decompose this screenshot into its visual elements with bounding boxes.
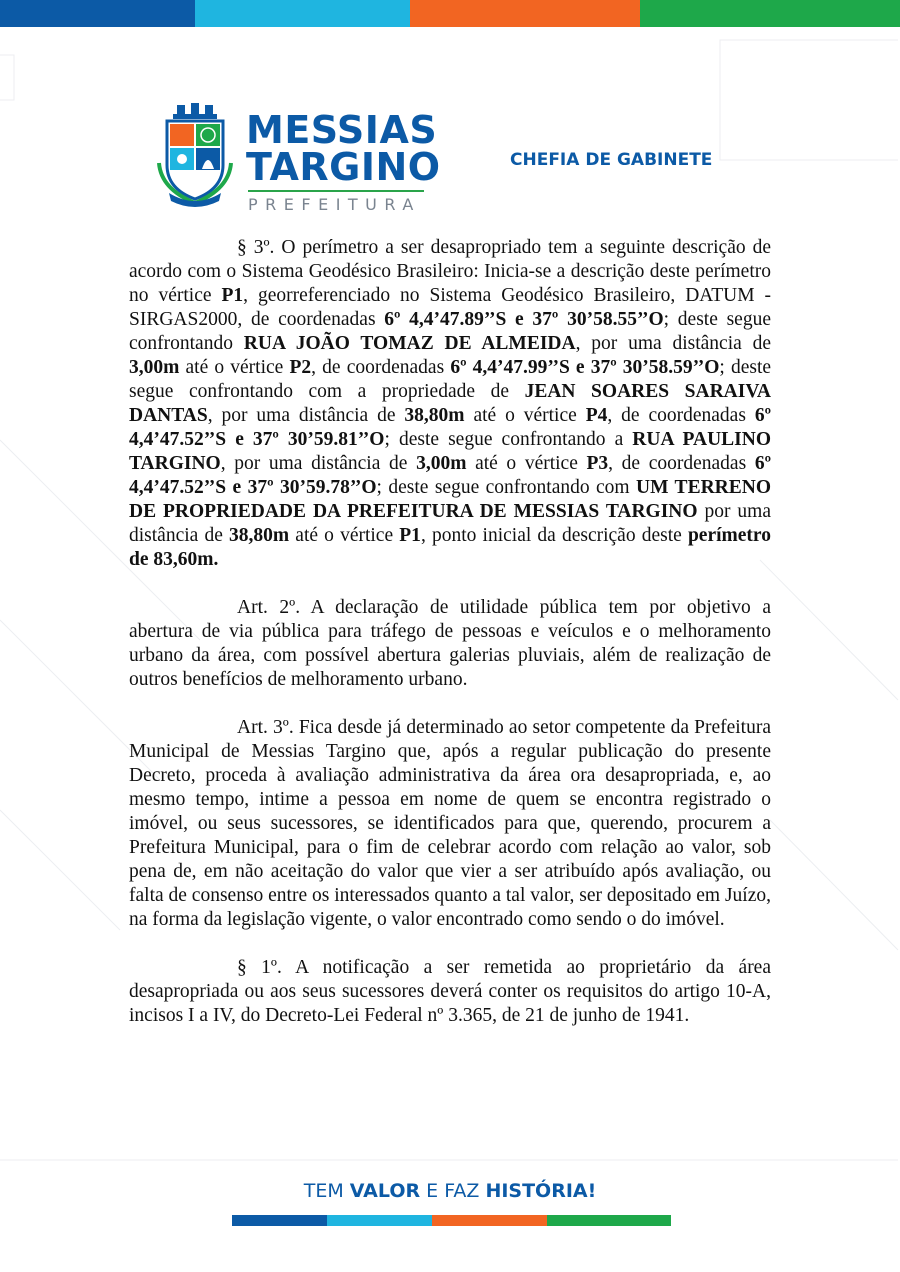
bold-segment: P1	[399, 525, 421, 546]
slogan-bold-part: HISTÓRIA!	[485, 1180, 597, 1202]
brand-line-prefeitura: PREFEITURA	[248, 195, 421, 214]
text-segment: , por uma distância de	[575, 333, 771, 354]
bold-segment: UM TERRENO DE PROPRIEDADE DA PREFEITURA DE MESSIAS TARGINO	[129, 477, 771, 522]
bold-segment: P2	[289, 357, 312, 378]
brand-wordmark	[246, 108, 441, 214]
brand-line-messias: MESSIAS	[246, 108, 438, 152]
municipal-coat-of-arms-icon	[155, 103, 235, 209]
text-segment: ; deste segue confrontando com	[376, 477, 637, 498]
text-segment: até o vértice	[179, 357, 290, 378]
text-segment: , de coordenadas	[311, 357, 451, 378]
brand-line-targino: TARGINO	[246, 145, 441, 189]
text-segment: por uma distância de	[129, 501, 771, 546]
bold-segment: RUA JOÃO TOMAZ DE ALMEIDA	[243, 333, 576, 354]
bold-segment: P4	[585, 405, 608, 426]
bold-segment: 38,80m	[404, 405, 465, 426]
bold-segment: 6º 4,4’47.89’’S e 37º 30’58.55’’O	[384, 309, 664, 330]
department-title: CHEFIA DE GABINETE	[510, 150, 713, 170]
text-segment: até o vértice	[466, 453, 587, 474]
bottom-color-band	[232, 1215, 671, 1226]
text-segment: até o vértice	[289, 525, 400, 546]
text-segment: , por uma distância de	[220, 453, 417, 474]
band-green	[547, 1215, 671, 1226]
top-color-band	[0, 0, 900, 27]
band-orange	[410, 0, 640, 27]
slogan-part: TEM	[303, 1180, 350, 1202]
band-cyan	[327, 1215, 432, 1226]
text-segment: § 3º. O perímetro a ser desapropriado tem a seguinte descrição de acordo com o Sistema Geodésico Brasileiro: Inicia-se a descrição deste perímetro no vértice	[129, 237, 771, 306]
text-segment: ; deste segue confrontando com a propriedade de	[129, 357, 772, 402]
text-segment: , georreferenciado no Sistema Geodésico Brasileiro, DATUM - SIRGAS2000, de coordenadas	[129, 285, 771, 330]
band-cyan	[195, 0, 410, 27]
bold-segment: 3,00m	[416, 453, 467, 474]
paragraph-section-3	[129, 236, 771, 572]
document-body	[129, 236, 771, 1052]
bold-segment: 3,00m	[129, 357, 180, 378]
bold-segment: JEAN SOARES SARAIVA DANTAS	[129, 381, 771, 426]
slogan-bold-part: VALOR	[349, 1180, 421, 1202]
bold-segment: 6º 4,4’47.99’’S e 37º 30’58.59’’O	[450, 357, 720, 378]
bold-segment: 6º 4,4’47.52’’S e 37º 30’59.81’’O	[129, 405, 772, 450]
text-segment: ; deste segue confrontando	[129, 309, 771, 354]
text-segment: ; deste segue confrontando a	[384, 429, 633, 450]
bold-segment: 38,80m	[229, 525, 290, 546]
band-green	[640, 0, 900, 27]
text-segment: , de coordenadas	[608, 453, 755, 474]
slogan-part: E FAZ	[420, 1180, 486, 1202]
text-segment: , ponto inicial da descrição deste	[420, 525, 688, 546]
bold-segment: P1	[221, 285, 244, 306]
paragraph-article-3: Art. 3º. Fica desde já determinado ao setor competente da Prefeitura Municipal de Messias Targino que, após a regular publicação do presente Decreto, proceda à avaliação administrativa da área ora desapropriada, e, ao mesmo tempo, intime a pessoa em nome de quem se encontra registrado o imóvel, ou seus sucessores, se identificados para que, querendo, procurem a Prefeitura Municipal, para o fim de celebrar acordo com relação ao valor, sob pena de, em não aceitação do valor que vier a ser atribuído após avaliação, ou falta de consenso entre os interessados quanto a tal valor, ser depositado em Juízo, na forma da legislação vigente, o valor encontrado como sendo o do imóvel.	[129, 717, 771, 930]
band-blue	[232, 1215, 327, 1226]
text-segment: , por uma distância de	[207, 405, 405, 426]
bold-segment: perímetro de 83,60m.	[129, 525, 771, 570]
paragraph-section-1: § 1º. A notificação a ser remetida ao proprietário da área desapropriada ou aos seus sucessores deverá conter os requisitos do artigo 10-A, incisos I a IV, do Decreto-Lei Federal nº 3.365, de 21 de junho de 1941.	[129, 957, 771, 1026]
band-orange	[432, 1215, 547, 1226]
text-segment: , de coordenadas	[607, 405, 755, 426]
footer-slogan	[0, 1180, 900, 1202]
text-segment: até o vértice	[464, 405, 586, 426]
paragraph-article-2: Art. 2º. A declaração de utilidade pública tem por objetivo a abertura de via pública para tráfego de pessoas e veículos e o melhoramento urbano da área, com possível abertura galerias pluviais, além de realização de outros benefícios de melhoramento urbano.	[129, 597, 771, 690]
brand-divider	[248, 190, 424, 192]
bold-segment: 6º 4,4’47.52’’S e 37º 30’59.78’’O	[129, 453, 771, 498]
bold-segment: P3	[586, 453, 609, 474]
bold-segment: RUA PAULINO TARGINO	[129, 429, 772, 474]
band-blue	[0, 0, 195, 27]
